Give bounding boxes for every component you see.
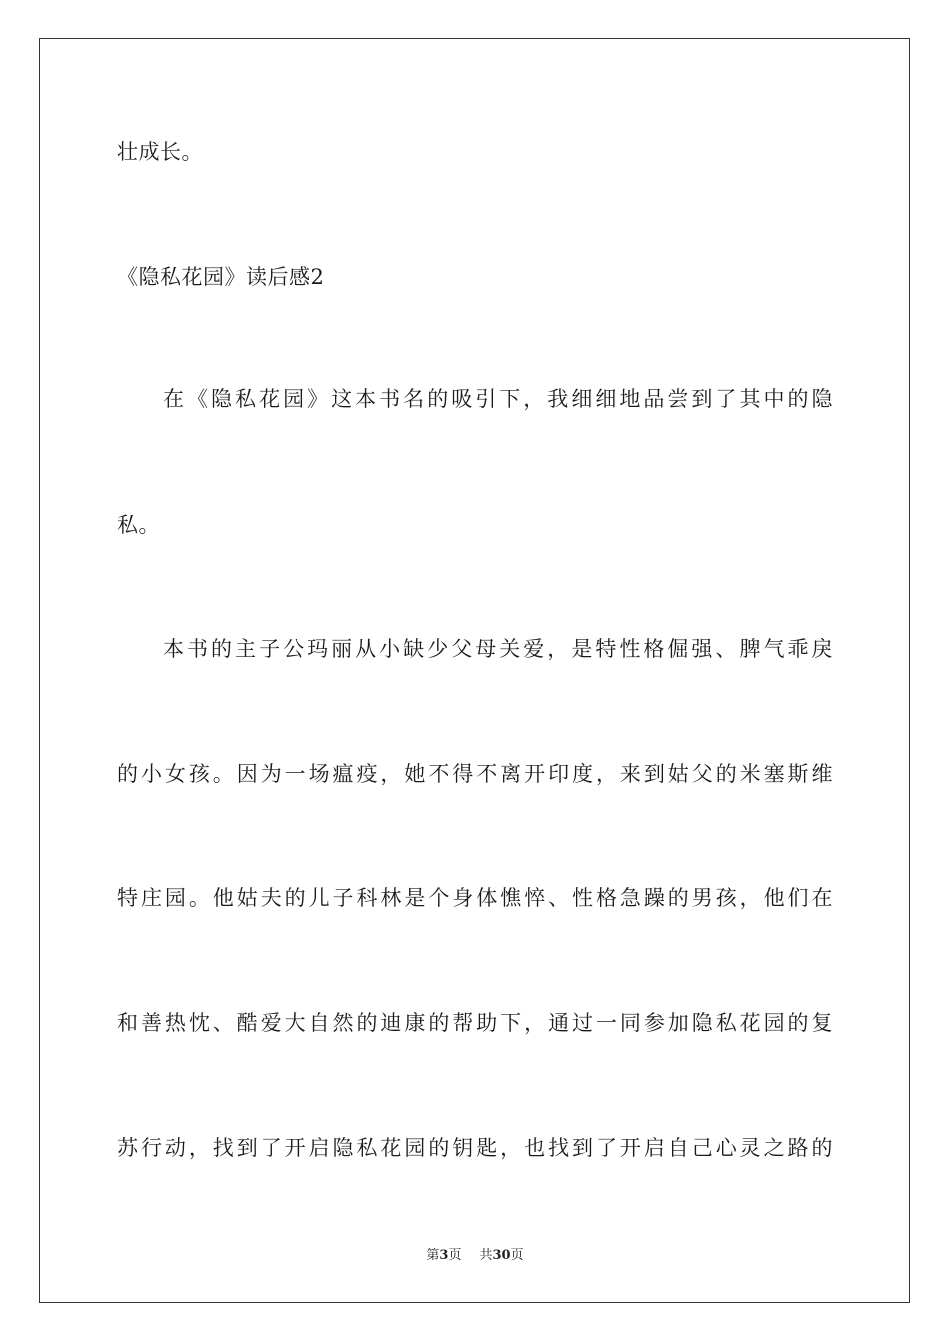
page-border	[39, 38, 910, 1303]
total-suffix: 页	[510, 1248, 524, 1263]
text-line-7: 特庄园。他姑夫的儿子科林是个身体憔悴、性格急躁的男孩，他们在	[117, 886, 833, 910]
page-suffix: 页	[448, 1248, 462, 1263]
text-line-3: 在《隐私花园》这本书名的吸引下，我细细地品尝到了其中的隐	[163, 387, 833, 411]
text-line-4: 私。	[117, 513, 160, 537]
page-footer	[0, 1247, 950, 1265]
text-line-6: 的小女孩。因为一场瘟疫，她不得不离开印度，来到姑父的米塞斯维	[117, 762, 833, 786]
total-pages: 30	[492, 1248, 511, 1263]
text-line-8: 和善热忱、酷爱大自然的迪康的帮助下，通过一同参加隐私花园的复	[117, 1011, 833, 1035]
text-line-9: 苏行动，找到了开启隐私花园的钥匙，也找到了开启自己心灵之路的	[117, 1136, 833, 1160]
text-line-1: 壮成长。	[117, 140, 203, 164]
page-prefix: 第	[426, 1248, 440, 1263]
text-line-5: 本书的主子公玛丽从小缺少父母关爱，是特性格倔强、脾气乖戾	[163, 637, 833, 661]
section-heading: 《隐私花园》读后感2	[117, 265, 325, 289]
page-number: 3	[439, 1248, 449, 1263]
total-prefix: 共	[479, 1248, 493, 1263]
